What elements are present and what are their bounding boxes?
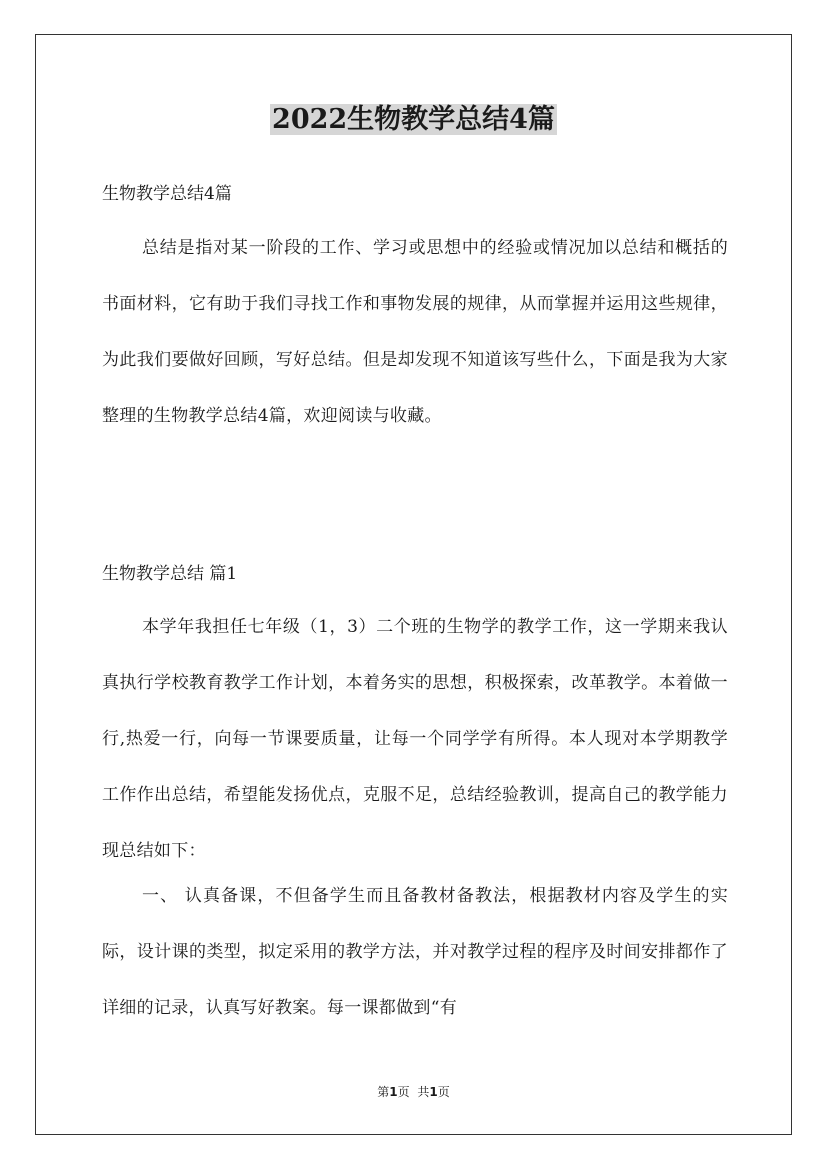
document-subtitle: 生物教学总结4篇 (102, 184, 232, 204)
document-title-text: 2022生物教学总结4篇 (272, 104, 555, 135)
section1-paragraph-2: 一、 认真备课，不但备学生而且备教材备教法，根据教材内容及学生的实际，设计课的类型，拟定采用的教学方法，并对教学过程的程序及时间安排都作了详细的记录，认真写好教案。每一课都做到“有 (102, 886, 728, 1018)
document-title (0, 100, 827, 140)
page-footer (0, 1083, 827, 1101)
intro-paragraph: 总结是指对某一阶段的工作、学习或思想中的经验或情况加以总结和概括的书面材料，它有助于我们寻找工作和事物发展的规律，从而掌握并运用这些规律，为此我们要做好回顾，写好总结。但是却发现不知道该写些什么，下面是我为大家整理的生物教学总结4篇，欢迎阅读与收藏。 (102, 238, 728, 426)
footer-page-prefix: 第 (377, 1085, 390, 1099)
section-heading-1: 生物教学总结 篇1 (102, 564, 238, 584)
section1-paragraph-1: 本学年我担任七年级（1，3）二个班的生物学的教学工作，这一学期来我认真执行学校教育教学工作计划，本着务实的思想，积极探索，改革教学。本着做一行,热爱一行，向每一节课要质量，让每一个同学学有所得。本人现对本学期教学工作作出总结，希望能发扬优点，克服不足，总结经验教训，提高自己的教学能力现总结如下： (102, 617, 728, 861)
footer-page-suffix: 页 (397, 1085, 410, 1099)
footer-total-prefix: 共 (417, 1085, 430, 1099)
footer-page-number: 1 (389, 1085, 398, 1099)
footer-total-suffix: 页 (437, 1085, 450, 1099)
footer-total-pages: 1 (429, 1085, 438, 1099)
